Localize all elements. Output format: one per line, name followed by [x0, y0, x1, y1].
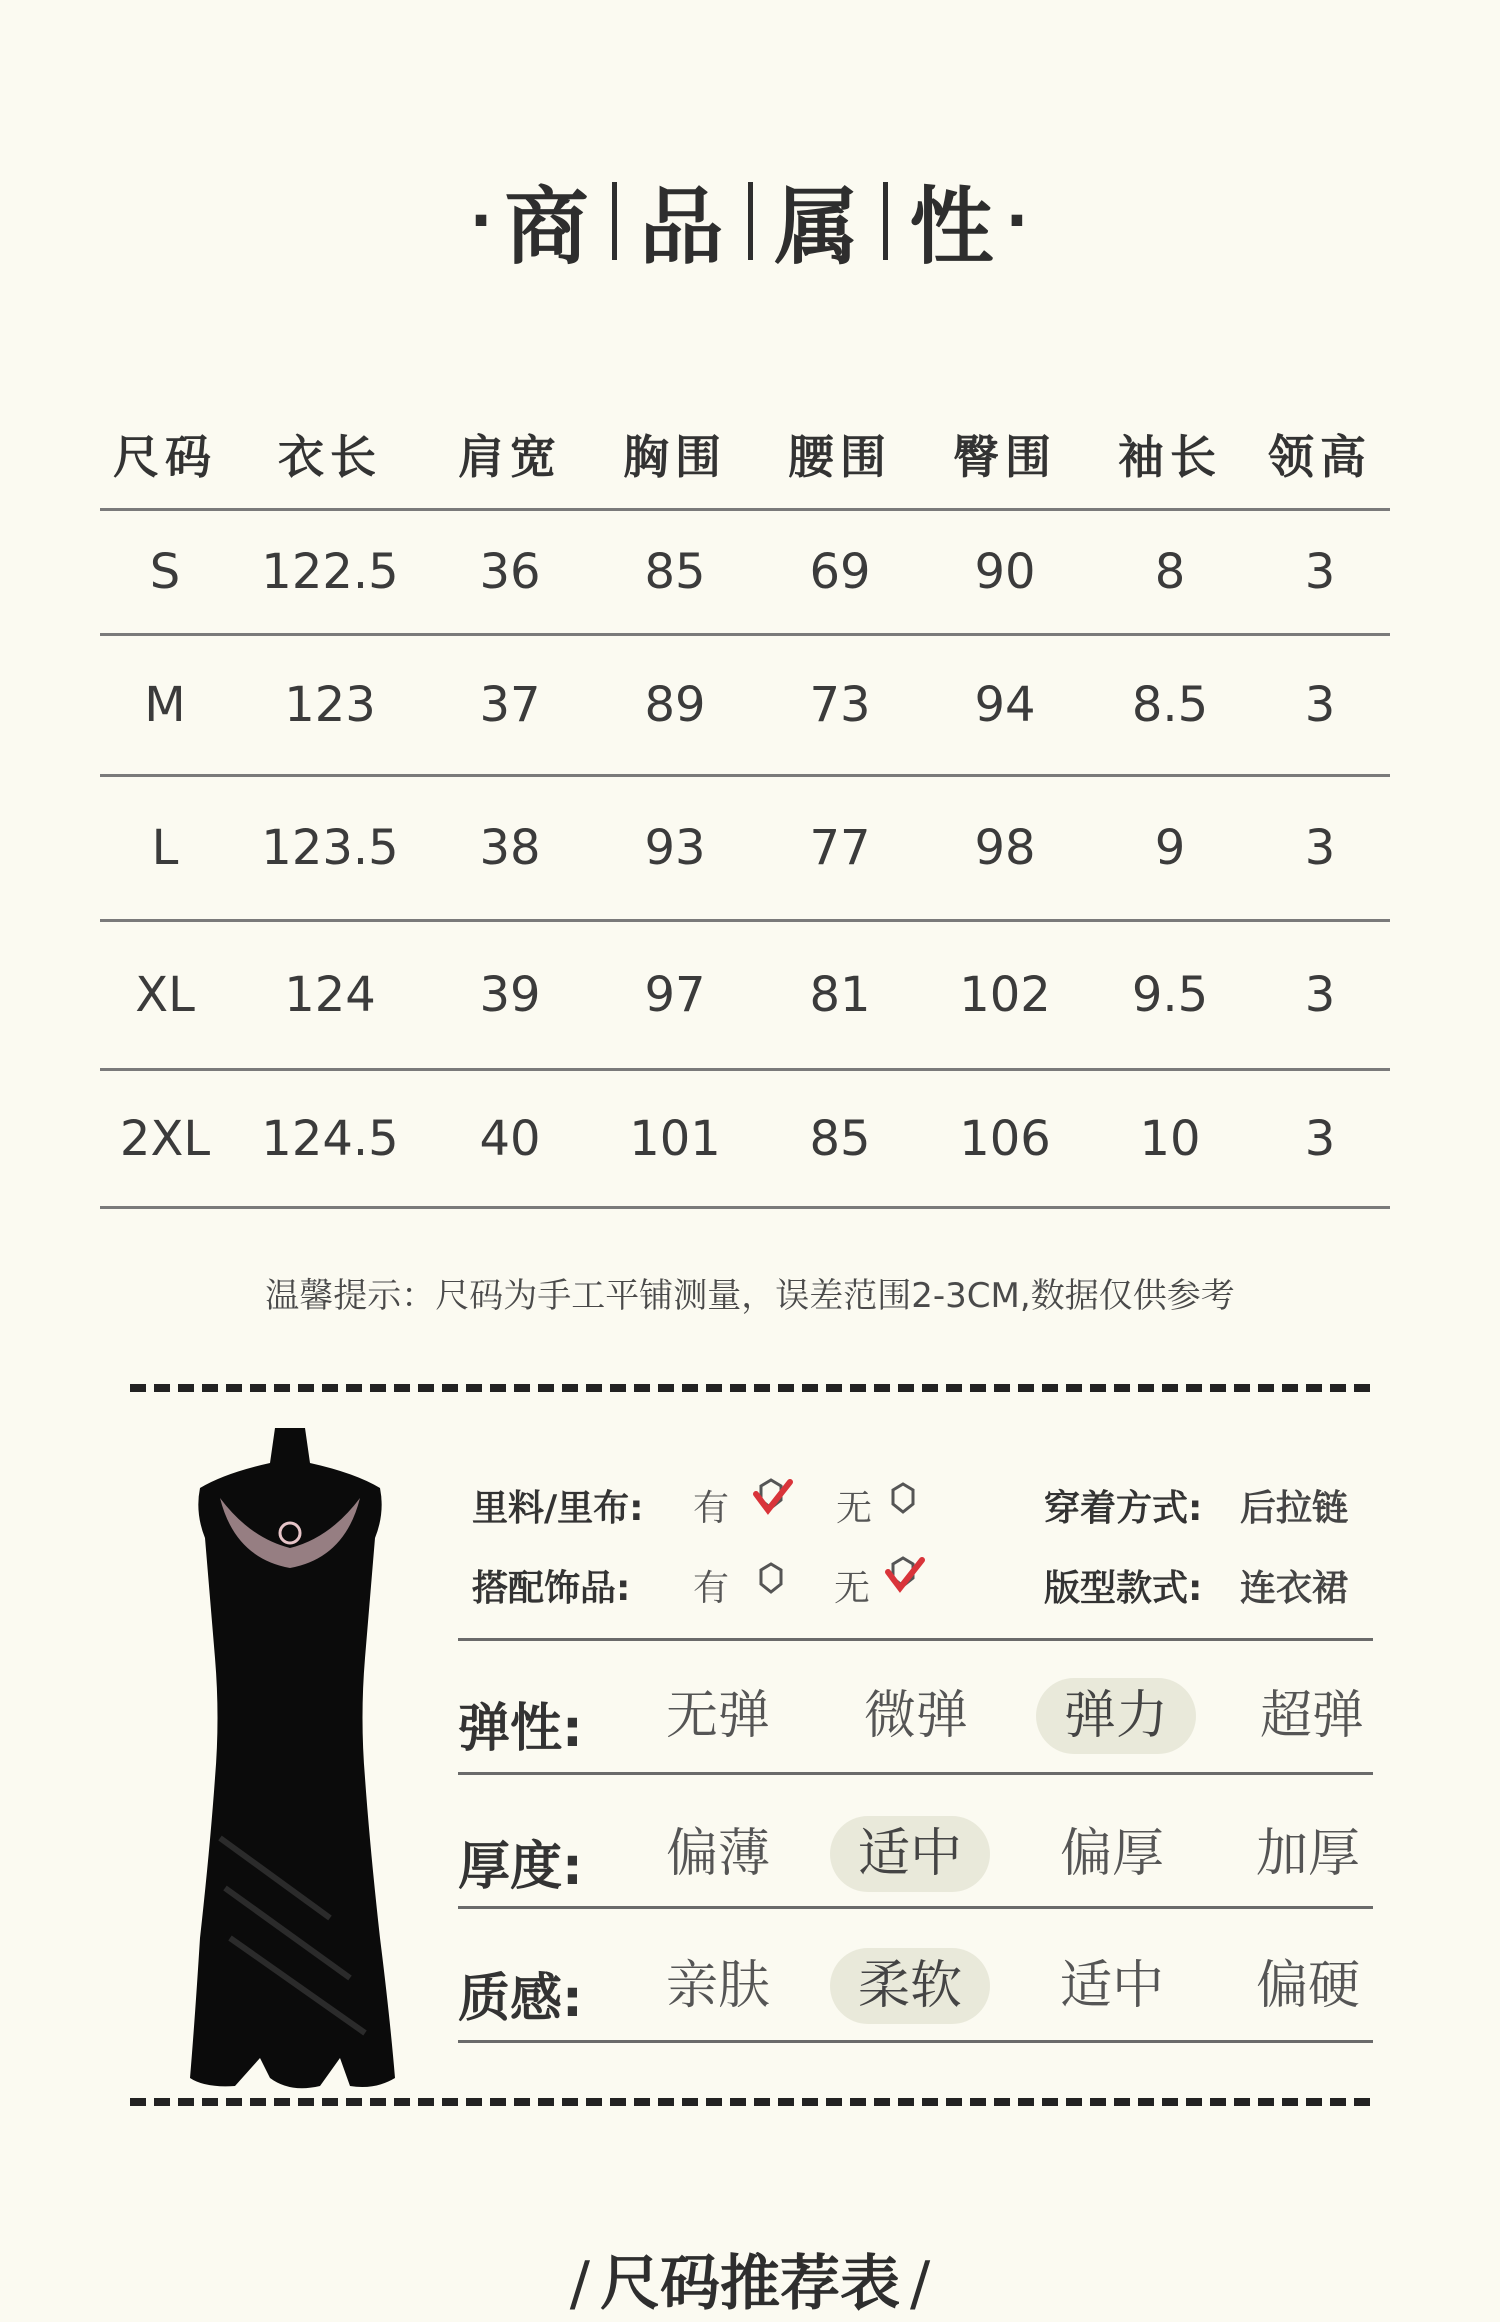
- table-cell: 93: [644, 820, 706, 876]
- lining-label: 里料/里布:: [472, 1488, 644, 1529]
- table-header-cell: 衣长: [278, 430, 382, 484]
- texture-option: 适中: [1059, 1956, 1164, 2016]
- table-cell: 9: [1154, 820, 1186, 876]
- table-cell: 9.5: [1131, 967, 1209, 1023]
- table-cell: 123.5: [261, 820, 399, 876]
- table-cell: 36: [479, 544, 541, 600]
- table-cell: 37: [479, 677, 541, 733]
- texture-option: 亲肤: [665, 1956, 770, 2016]
- lining-no-radio-icon: [880, 1480, 926, 1524]
- table-header-row: [100, 400, 1390, 508]
- attribute-divider: [458, 1906, 1373, 1909]
- texture-option-selected: 柔软: [830, 1948, 990, 2024]
- page-title: [0, 160, 1500, 281]
- table-cell: 90: [974, 544, 1036, 600]
- elasticity-option: 微弹: [863, 1686, 968, 1746]
- table-cell: L: [151, 820, 179, 876]
- title-char: 性: [909, 178, 996, 276]
- accessory-yes-radio-icon: [748, 1560, 794, 1604]
- attribute-divider: [458, 2040, 1373, 2043]
- thickness-option: 偏薄: [665, 1824, 770, 1884]
- table-header-cell: 尺码: [113, 430, 217, 484]
- dashed-divider: [130, 2098, 1370, 2106]
- table-cell: 102: [959, 967, 1051, 1023]
- table-row: [100, 777, 1390, 919]
- table-header-cell: 领高: [1268, 430, 1372, 484]
- elasticity-option: 超弹: [1259, 1686, 1364, 1746]
- table-cell: 85: [809, 1110, 871, 1167]
- style-label: 版型款式:: [1044, 1568, 1203, 1609]
- table-cell: S: [149, 544, 181, 600]
- dress-image: [180, 1418, 400, 2098]
- table-row: [100, 636, 1390, 774]
- title-dot-right: ·: [1005, 185, 1031, 256]
- dashed-divider: [130, 1384, 1370, 1392]
- table-row: [100, 511, 1390, 633]
- table-cell: 39: [479, 967, 541, 1023]
- table-cell: 38: [479, 820, 541, 876]
- accessory-no-check-icon: [880, 1554, 926, 1598]
- table-cell: M: [144, 677, 186, 733]
- table-cell: 8.5: [1131, 677, 1209, 733]
- table-cell: 2XL: [119, 1110, 211, 1167]
- thickness-option: 加厚: [1255, 1824, 1360, 1884]
- measurement-tip: 温馨提示：尺码为手工平铺测量，误差范围2-3CM,数据仅供参考: [265, 1276, 1235, 1316]
- lining-yes-check-icon: [748, 1476, 794, 1520]
- table-cell: 122.5: [261, 544, 399, 600]
- elasticity-option-selected: 弹力: [1036, 1678, 1196, 1754]
- title-slash: /: [910, 2249, 931, 2319]
- table-cell: 98: [974, 820, 1036, 876]
- table-row: [100, 1071, 1390, 1206]
- wear-label: 穿着方式:: [1044, 1488, 1203, 1529]
- title-divider: [883, 182, 888, 260]
- attribute-divider: [458, 1772, 1373, 1775]
- accessory-no: 无: [834, 1568, 871, 1609]
- table-cell: 3: [1304, 1110, 1336, 1167]
- table-header-cell: 腰围: [788, 430, 892, 484]
- table-cell: 101: [629, 1110, 721, 1167]
- table-cell: 124: [284, 967, 376, 1023]
- table-cell: 3: [1304, 677, 1336, 733]
- table-cell: 89: [644, 677, 706, 733]
- thickness-label: 厚度:: [458, 1837, 583, 1897]
- size-recommendation-title: [0, 2236, 1500, 2322]
- table-cell: 69: [809, 544, 871, 600]
- size-table: [100, 400, 1390, 1209]
- title-divider: [612, 182, 617, 260]
- thickness-option-selected: 适中: [830, 1816, 990, 1892]
- table-header-cell: 肩宽: [458, 430, 562, 484]
- table-cell: 40: [479, 1110, 541, 1167]
- table-cell: XL: [135, 967, 195, 1023]
- style-value: 连衣裙: [1240, 1568, 1349, 1609]
- table-row: [100, 922, 1390, 1068]
- size-recommendation-text: 尺码推荐表: [600, 2249, 900, 2319]
- title-char: 属: [774, 178, 861, 276]
- table-cell: 97: [644, 967, 706, 1023]
- accessory-label: 搭配饰品:: [472, 1568, 631, 1609]
- table-divider: [100, 1206, 1390, 1209]
- table-header-cell: 胸围: [623, 430, 727, 484]
- texture-option: 偏硬: [1255, 1956, 1360, 2016]
- table-header-cell: 臀围: [953, 430, 1057, 484]
- title-slash: /: [569, 2249, 590, 2319]
- table-cell: 73: [809, 677, 871, 733]
- title-char: 商: [504, 178, 591, 276]
- title-char: 品: [639, 178, 726, 276]
- lining-no: 无: [836, 1488, 873, 1529]
- thickness-option: 偏厚: [1059, 1824, 1164, 1884]
- elasticity-option: 无弹: [665, 1686, 770, 1746]
- table-cell: 3: [1304, 544, 1336, 600]
- table-cell: 94: [974, 677, 1036, 733]
- wear-value: 后拉链: [1240, 1488, 1349, 1529]
- texture-label: 质感:: [458, 1969, 583, 2029]
- attribute-divider: [458, 1638, 1373, 1641]
- title-dot-left: ·: [469, 185, 495, 256]
- title-divider: [748, 182, 753, 260]
- table-cell: 124.5: [261, 1110, 399, 1167]
- table-cell: 8: [1154, 544, 1186, 600]
- table-cell: 3: [1304, 967, 1336, 1023]
- lining-yes: 有: [693, 1488, 730, 1529]
- table-cell: 81: [809, 967, 871, 1023]
- table-cell: 85: [644, 544, 706, 600]
- table-cell: 3: [1304, 820, 1336, 876]
- table-cell: 106: [959, 1110, 1051, 1167]
- table-cell: 10: [1139, 1110, 1201, 1167]
- table-cell: 77: [809, 820, 871, 876]
- table-header-cell: 袖长: [1118, 430, 1222, 484]
- elasticity-label: 弹性:: [458, 1699, 583, 1759]
- table-cell: 123: [284, 677, 376, 733]
- accessory-yes: 有: [693, 1568, 730, 1609]
